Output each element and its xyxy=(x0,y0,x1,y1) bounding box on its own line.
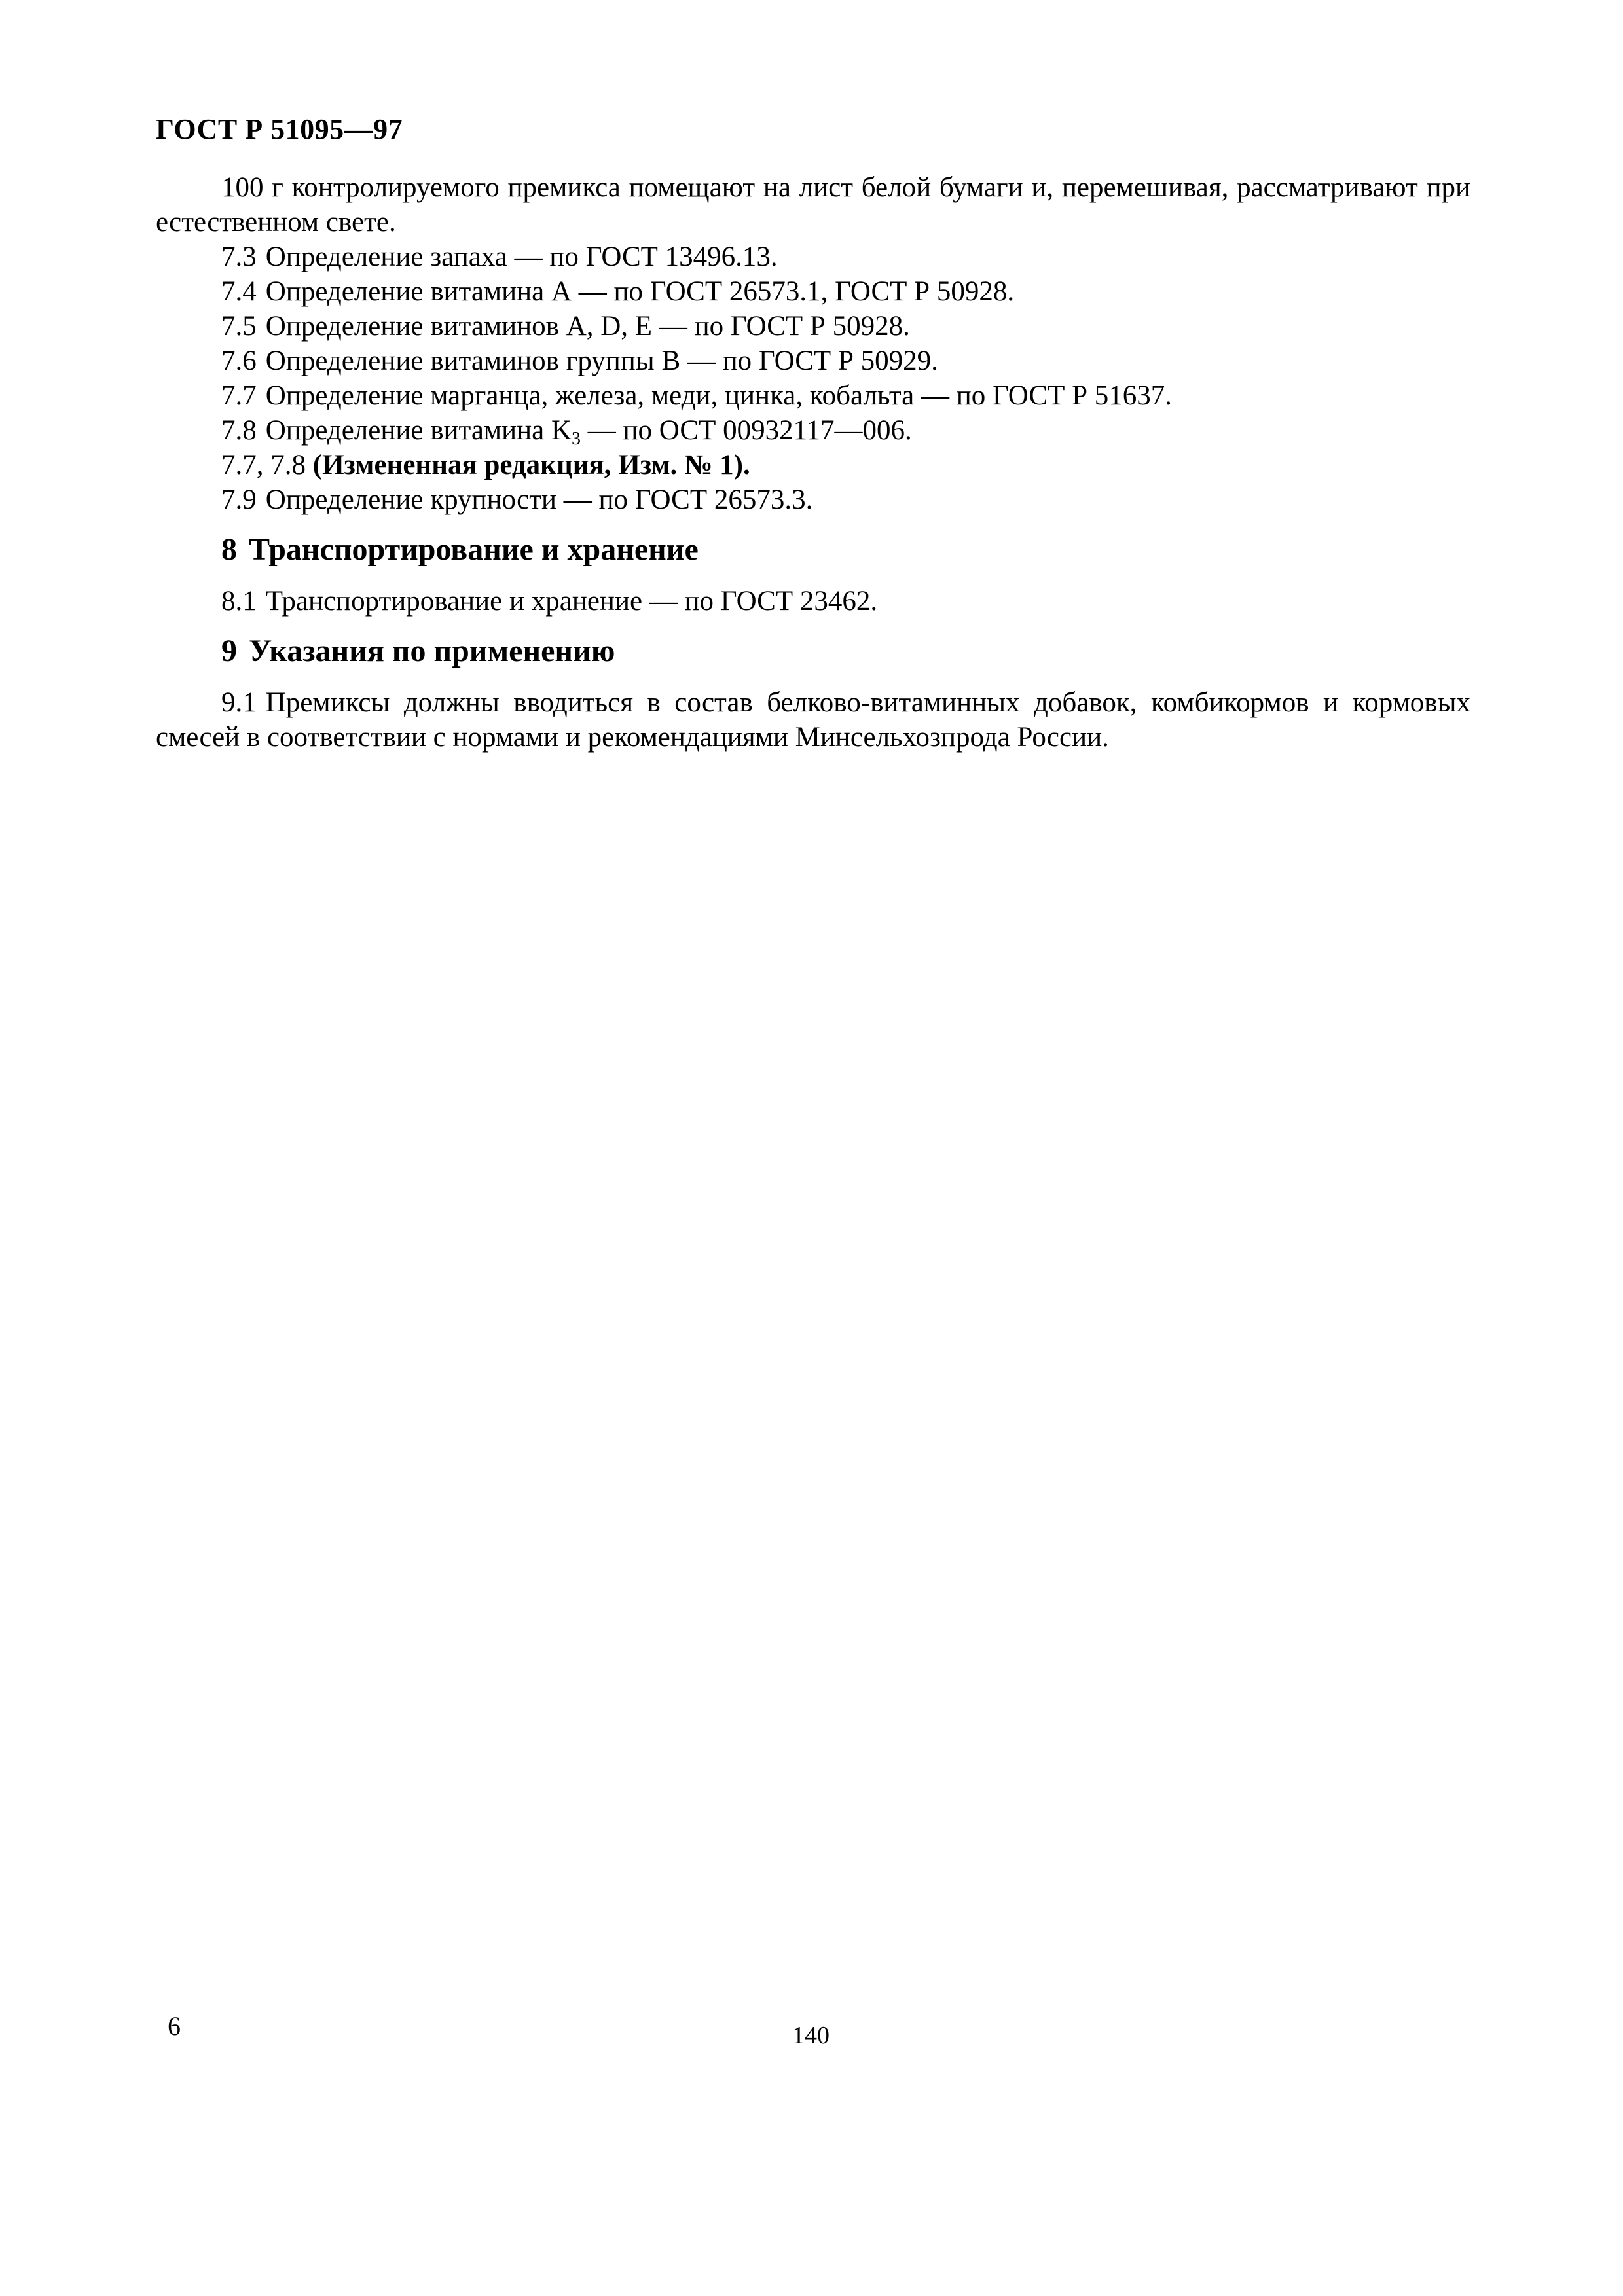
clause-number: 7.9 xyxy=(221,484,257,515)
clause-number: 7.3 xyxy=(221,242,257,272)
amendment-note-text: (Измененная редакция, Изм. № 1). xyxy=(312,450,750,480)
vitamin-subscript: 3 xyxy=(572,429,581,449)
clause-text: Определение витаминов А, D, Е — по ГОСТ Р 50928. xyxy=(265,311,910,342)
section-9-heading xyxy=(156,632,1470,671)
clause-text: Определение крупности — по ГОСТ 26573.3. xyxy=(265,484,813,515)
clause-number: 7.5 xyxy=(221,311,257,342)
clause-number: 9.1 xyxy=(221,687,257,718)
clause-number: 7.4 xyxy=(221,276,257,307)
sheet-number: 140 xyxy=(792,2022,830,2049)
clause-7-5 xyxy=(156,309,1470,344)
clause-number: 7.8 xyxy=(221,415,257,446)
amendment-clause-numbers: 7.7, 7.8 xyxy=(221,450,306,480)
clause-number: 7.6 xyxy=(221,346,257,376)
section-8-heading xyxy=(156,530,1470,569)
amendment-note xyxy=(156,448,1470,482)
section-title: Указания по применению xyxy=(249,634,615,668)
clause-text: Транспортирование и хранение — по ГОСТ 23462. xyxy=(265,586,878,617)
clause-number: 7.7 xyxy=(221,380,257,411)
clause-text: Определение витамина А — по ГОСТ 26573.1, ГОСТ Р 50928. xyxy=(265,276,1015,307)
clause-9-1 xyxy=(156,685,1470,755)
page-number: 6 xyxy=(168,2011,181,2041)
clause-7-9 xyxy=(156,482,1470,517)
clause-text: Премиксы должны вводиться в состав белково-витаминных добавок, комбикормов и кормовых смесей в соответствии с нормами и рекомендациями Минсельхозпрода России. xyxy=(156,687,1470,753)
clause-number: 8.1 xyxy=(221,586,257,617)
document-body xyxy=(156,170,1470,755)
clause-text-before: Определение витамина K xyxy=(265,415,572,446)
clause-text-after: — по ОСТ 00932117—006. xyxy=(581,415,912,446)
section-number: 9 xyxy=(221,634,237,668)
clause-7-6 xyxy=(156,344,1470,378)
clause-text: Определение витаминов группы В — по ГОСТ Р 50929. xyxy=(265,346,938,376)
section-title: Транспортирование и хранение xyxy=(249,532,699,567)
intro-paragraph: 100 г контролируемого премикса помещают на лист белой бумаги и, перемешивая, рассматривают при естественном свете. xyxy=(156,172,1470,238)
document-header-title: ГОСТ Р 51095—97 xyxy=(156,113,403,145)
clause-7-7 xyxy=(156,378,1470,413)
clause-7-3 xyxy=(156,240,1470,274)
clause-text: Определение марганца, железа, меди, цинка, кобальта — по ГОСТ Р 51637. xyxy=(265,380,1173,411)
clause-7-8 xyxy=(156,413,1470,448)
clause-7-4 xyxy=(156,274,1470,309)
clause-text: Определение запаха — по ГОСТ 13496.13. xyxy=(265,242,778,272)
clause-8-1 xyxy=(156,584,1470,619)
section-number: 8 xyxy=(221,532,237,567)
